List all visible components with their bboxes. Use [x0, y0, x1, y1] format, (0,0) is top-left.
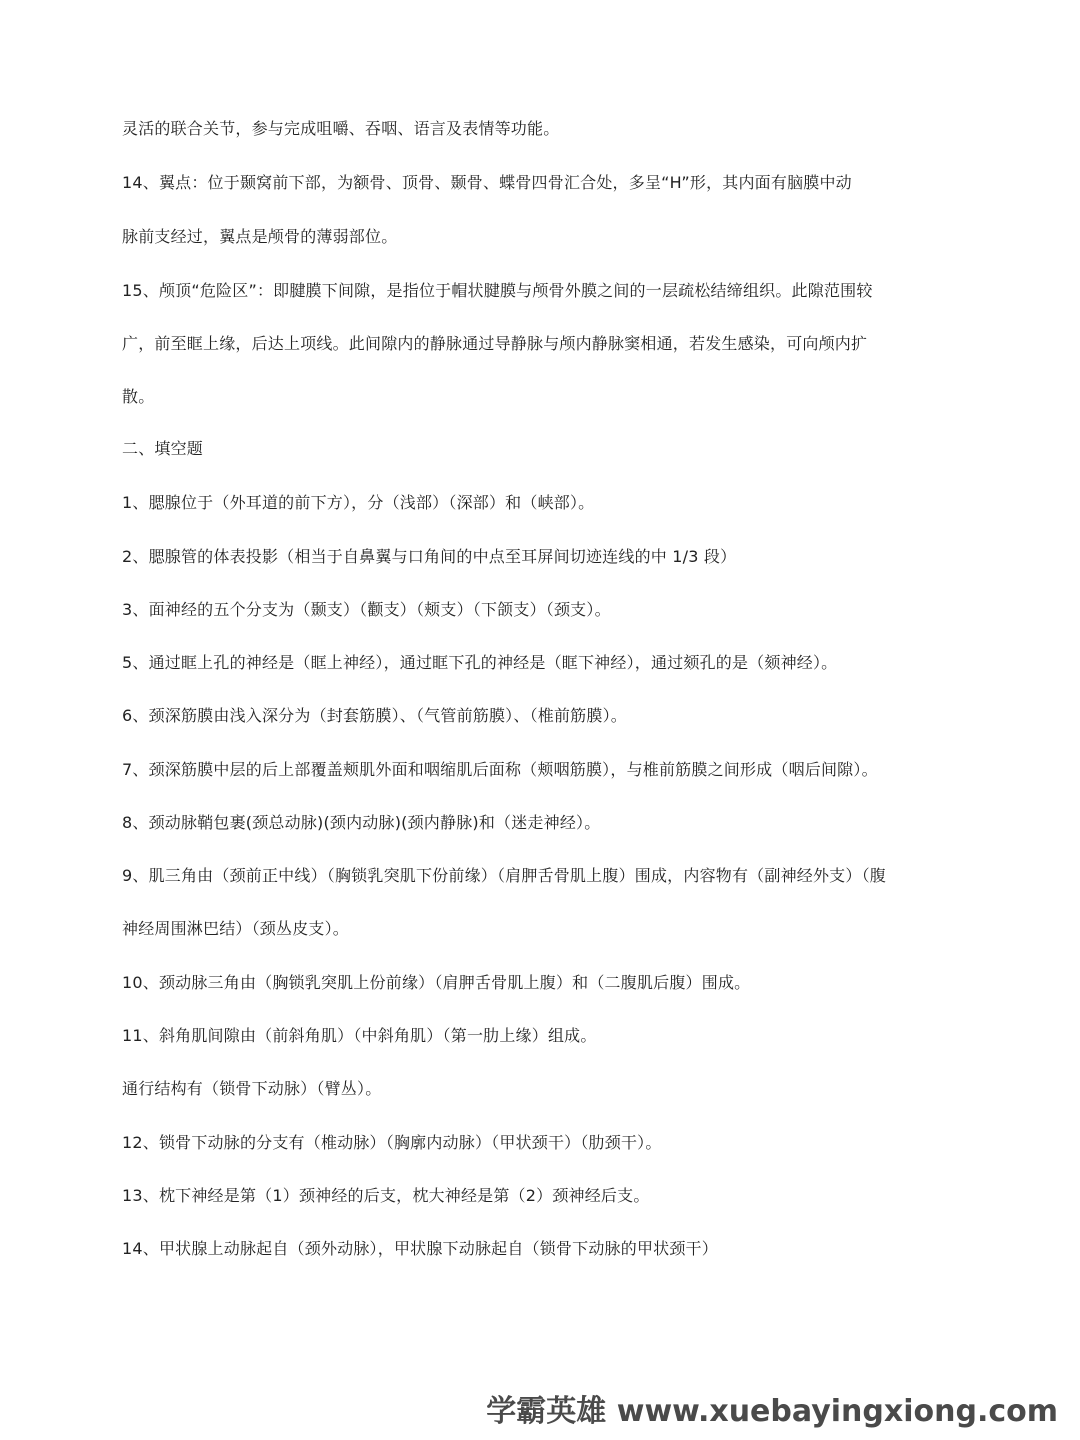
fill-item-14: 14、甲状腺上动脉起自（颈外动脉），甲状腺下动脉起自（锁骨下动脉的甲状颈干） — [122, 1239, 718, 1258]
watermark-footer: 学霸英雄 www.xuebayingxiong.com — [486, 1394, 1058, 1429]
paragraph-continuation: 灵活的联合关节，参与完成咀嚼、吞咽、语言及表情等功能。 — [122, 119, 560, 138]
fill-item-7: 7、颈深筋膜中层的后上部覆盖颊肌外面和咽缩肌后面称（颊咽筋膜），与椎前筋膜之间形成（咽后间隙）。 — [122, 760, 878, 779]
item-15-line-2: 广，前至眶上缘，后达上项线。此间隙内的静脉通过导静脉与颅内静脉窦相通，若发生感染，可向颅内扩 — [122, 334, 868, 353]
fill-item-10: 10、颈动脉三角由（胸锁乳突肌上份前缘）（肩胛舌骨肌上腹）和（二腹肌后腹）围成。 — [122, 973, 751, 992]
item-15-line-3: 散。 — [122, 387, 155, 406]
section-heading: 二、填空题 — [122, 439, 204, 458]
fill-item-9-line-1: 9、肌三角由（颈前正中线）（胸锁乳突肌下份前缘）（肩胛舌骨肌上腹）围成，内容物有（副神经外支）（腹 — [122, 866, 886, 885]
fill-item-11: 11、斜角肌间隙由（前斜角肌）（中斜角肌）（第一肋上缘）组成。 — [122, 1026, 597, 1045]
fill-item-8: 8、颈动脉鞘包裹(颈总动脉)(颈内动脉)(颈内静脉)和（迷走神经）。 — [122, 813, 601, 832]
fill-item-13: 13、枕下神经是第（1）颈神经的后支，枕大神经是第（2）颈神经后支。 — [122, 1186, 650, 1205]
fill-item-1: 1、腮腺位于（外耳道的前下方），分（浅部）（深部）和（峡部）。 — [122, 493, 595, 512]
fill-item-3: 3、面神经的五个分支为（颞支）（颧支）（颊支）（下颌支）（颈支）。 — [122, 600, 611, 619]
fill-item-6: 6、颈深筋膜由浅入深分为（封套筋膜）、（气管前筋膜）、（椎前筋膜）。 — [122, 706, 627, 725]
item-15-line-1: 15、颅顶“危险区”：即腱膜下间隙，是指位于帽状腱膜与颅骨外膜之间的一层疏松结缔组织。此隙范围较 — [122, 281, 873, 300]
fill-item-5: 5、通过眶上孔的神经是（眶上神经），通过眶下孔的神经是（眶下神经），通过颏孔的是（颏神经）。 — [122, 653, 838, 672]
fill-item-9-line-2: 神经周围淋巴结）（颈丛皮支）。 — [122, 919, 350, 938]
fill-item-12: 12、锁骨下动脉的分支有（椎动脉）（胸廓内动脉）（甲状颈干）（肋颈干）。 — [122, 1133, 662, 1152]
item-14-line-1: 14、翼点：位于颞窝前下部，为额骨、顶骨、颞骨、蝶骨四骨汇合处，多呈“H”形，其内面有脑膜中动 — [122, 173, 852, 192]
fill-item-2: 2、腮腺管的体表投影（相当于自鼻翼与口角间的中点至耳屏间切迹连线的中 1/3 段） — [122, 547, 737, 566]
fill-item-11-cont: 通行结构有（锁骨下动脉）（臂丛）。 — [122, 1079, 382, 1098]
item-14-line-2: 脉前支经过，翼点是颅骨的薄弱部位。 — [122, 227, 398, 246]
